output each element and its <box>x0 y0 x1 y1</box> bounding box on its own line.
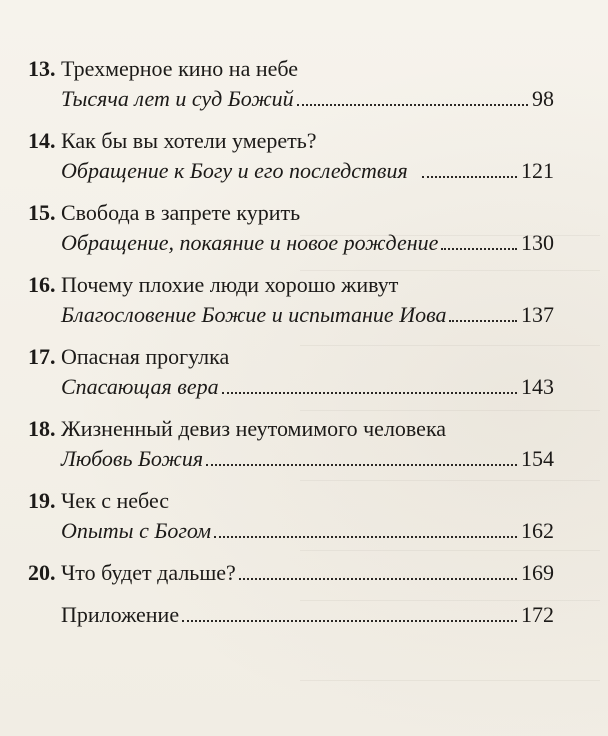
chapter-subtitle: Благословение Божие и испытание Иова <box>61 302 447 327</box>
chapter-number: 17. <box>28 344 56 369</box>
chapter-title: Опасная прогулка <box>61 344 230 369</box>
chapter-title: Почему плохие люди хорошо живут <box>61 272 399 297</box>
dot-leader <box>297 104 528 106</box>
dot-leader <box>239 578 517 580</box>
toc-entry-18[interactable] <box>28 414 554 474</box>
toc-entry-15[interactable] <box>28 198 554 258</box>
chapter-subtitle: Опыты с Богом <box>61 518 212 543</box>
chapter-number: 13. <box>28 56 56 81</box>
dot-leader <box>441 248 517 250</box>
toc-entry-16[interactable] <box>28 270 554 330</box>
toc-entry-14[interactable] <box>28 126 554 186</box>
chapter-number: 16. <box>28 272 56 297</box>
page-number: 143 <box>521 374 554 399</box>
dot-leader <box>206 464 517 466</box>
appendix-title: Приложение <box>61 602 180 627</box>
chapter-number: 19. <box>28 488 56 513</box>
chapter-subtitle: Тысяча лет и суд Божий <box>61 86 294 111</box>
bleed-through-line <box>300 680 600 681</box>
page-number: 121 <box>521 158 554 183</box>
chapter-subtitle: Обращение к Богу и его последствия <box>61 158 408 183</box>
chapter-number: 14. <box>28 128 56 153</box>
dot-leader <box>214 536 517 538</box>
toc-entry-20[interactable] <box>28 558 554 588</box>
dot-leader <box>449 320 517 322</box>
chapter-subtitle: Спасающая вера <box>61 374 219 399</box>
toc-entry-17[interactable] <box>28 342 554 402</box>
page-number: 137 <box>521 302 554 327</box>
page-number: 162 <box>521 518 554 543</box>
table-of-contents <box>28 54 554 642</box>
toc-entry-13[interactable] <box>28 54 554 114</box>
page-number: 172 <box>521 602 554 627</box>
page-number: 169 <box>521 560 554 585</box>
dot-leader <box>422 176 517 178</box>
chapter-title: Жизненный девиз неутомимого человека <box>61 416 447 441</box>
toc-entry-appendix[interactable] <box>28 600 554 630</box>
dot-leader <box>222 392 517 394</box>
chapter-title: Чек с небес <box>61 488 170 513</box>
dot-leader <box>182 620 517 622</box>
chapter-number: 20. <box>28 560 56 585</box>
page-number: 154 <box>521 446 554 471</box>
chapter-subtitle: Любовь Божия <box>61 446 204 471</box>
chapter-subtitle: Обращение, покаяние и новое рождение <box>61 230 439 255</box>
chapter-title: Как бы вы хотели умереть? <box>61 128 317 153</box>
chapter-title: Что будет дальше? <box>61 560 236 585</box>
chapter-number: 15. <box>28 200 56 225</box>
chapter-number: 18. <box>28 416 56 441</box>
page-number: 130 <box>521 230 554 255</box>
toc-entry-19[interactable] <box>28 486 554 546</box>
page-number: 98 <box>532 86 554 111</box>
chapter-title: Свобода в запрете курить <box>61 200 301 225</box>
chapter-title: Трехмерное кино на небе <box>61 56 299 81</box>
